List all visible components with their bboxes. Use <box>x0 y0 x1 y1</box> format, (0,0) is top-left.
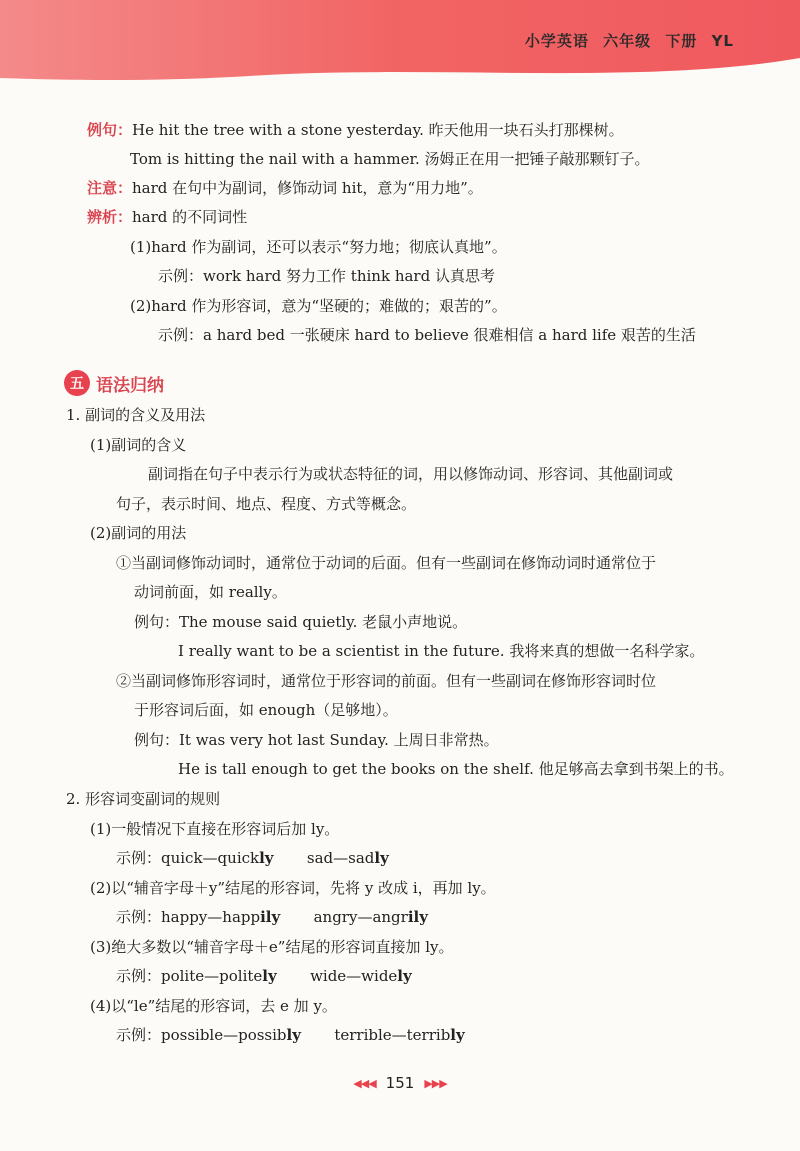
note-tag: 注意： <box>87 179 133 197</box>
hard-adjective-line: (2)hard 作为形容词，意为“坚硬的；难做的；艰苦的”。 <box>130 297 507 315</box>
hard-adverb-example: 示例：work hard 努力工作 think hard 认真思考 <box>158 267 495 285</box>
book-label: 小学英语 六年级 下册 YL <box>524 32 734 50</box>
page-footer <box>0 1072 800 1094</box>
example-tag: 例句： <box>87 121 133 139</box>
rule-1: (1)一般情况下直接在形容词后加 ly。 <box>90 820 340 838</box>
grammar-rule-2-cont: 于形容词后面，如 enough（足够地）。 <box>134 701 398 719</box>
rule-4: (4)以“le”结尾的形容词，去 e 加 y。 <box>90 997 337 1015</box>
grammar-example-2: I really want to be a scientist in the future. 我将来真的想做一名科学家。 <box>178 642 705 660</box>
rule-2-example: 示例：happy—happily angry—angrily <box>116 908 428 926</box>
grammar-sub-1: (1)副词的含义 <box>90 436 187 454</box>
grammar-heading-1: 1. 副词的含义及用法 <box>66 406 206 424</box>
grammar-example-4: He is tall enough to get the books on the shelf. 他足够高去拿到书架上的书。 <box>178 760 734 778</box>
grammar-example-3: 例句：It was very hot last Sunday. 上周日非常热。 <box>134 731 499 749</box>
grammar-sub-2: (2)副词的用法 <box>90 524 187 542</box>
example-line-2: Tom is hitting the nail with a hammer. 汤姆正在用一把锤子敲那颗钉子。 <box>130 150 650 168</box>
hard-adverb-line: (1)hard 作为副词，还可以表示“努力地；彻底认真地”。 <box>130 238 507 256</box>
example-line-1: 例句：He hit the tree with a stone yesterday. 昨天他用一块石头打那棵树。 <box>87 121 624 139</box>
grammar-rule-2: ②当副词修饰形容词时，通常位于形容词的前面。但有一些副词在修饰形容词时位 <box>116 672 657 690</box>
rule-3-example: 示例：polite—politely wide—widely <box>116 967 412 985</box>
grammar-paragraph-2: 句子，表示时间、地点、程度、方式等概念。 <box>116 495 417 513</box>
section-heading: 语法归纳 <box>96 375 164 396</box>
grammar-heading-2: 2. 形容词变副词的规则 <box>66 790 221 808</box>
grammar-example-1: 例句：The mouse said quietly. 老鼠小声地说。 <box>134 613 468 631</box>
grammar-rule-1-cont: 动词前面，如 really。 <box>134 583 287 601</box>
rule-2: (2)以“辅音字母＋y”结尾的形容词，先将 y 改成 i，再加 ly。 <box>90 879 496 897</box>
section-title <box>64 370 164 396</box>
arrow-left-icon: ◀◀◀ <box>353 1076 376 1090</box>
note-line: 注意：hard 在句中为副词，修饰动词 hit，意为“用力地”。 <box>87 179 483 197</box>
rule-3: (3)绝大多数以“辅音字母＋e”结尾的形容词直接加 ly。 <box>90 938 454 956</box>
section-badge: 五 <box>64 370 90 396</box>
page-number: 151 <box>385 1074 415 1092</box>
distinguish-line: 辨析：hard 的不同词性 <box>87 208 248 226</box>
distinguish-tag: 辨析： <box>87 208 133 226</box>
rule-1-example: 示例：quick—quickly sad—sadly <box>116 849 389 867</box>
rule-4-example: 示例：possible—possibly terrible—terribly <box>116 1026 465 1044</box>
arrow-right-icon: ▶▶▶ <box>424 1076 447 1090</box>
grammar-paragraph-1: 副词指在句子中表示行为或状态特征的词，用以修饰动词、形容词、其他副词或 <box>148 465 674 483</box>
hard-adjective-example: 示例：a hard bed 一张硬床 hard to believe 很难相信 a hard life 艰苦的生活 <box>158 326 696 344</box>
grammar-rule-1: ①当副词修饰动词时，通常位于动词的后面。但有一些副词在修饰动词时通常位于 <box>116 554 657 572</box>
